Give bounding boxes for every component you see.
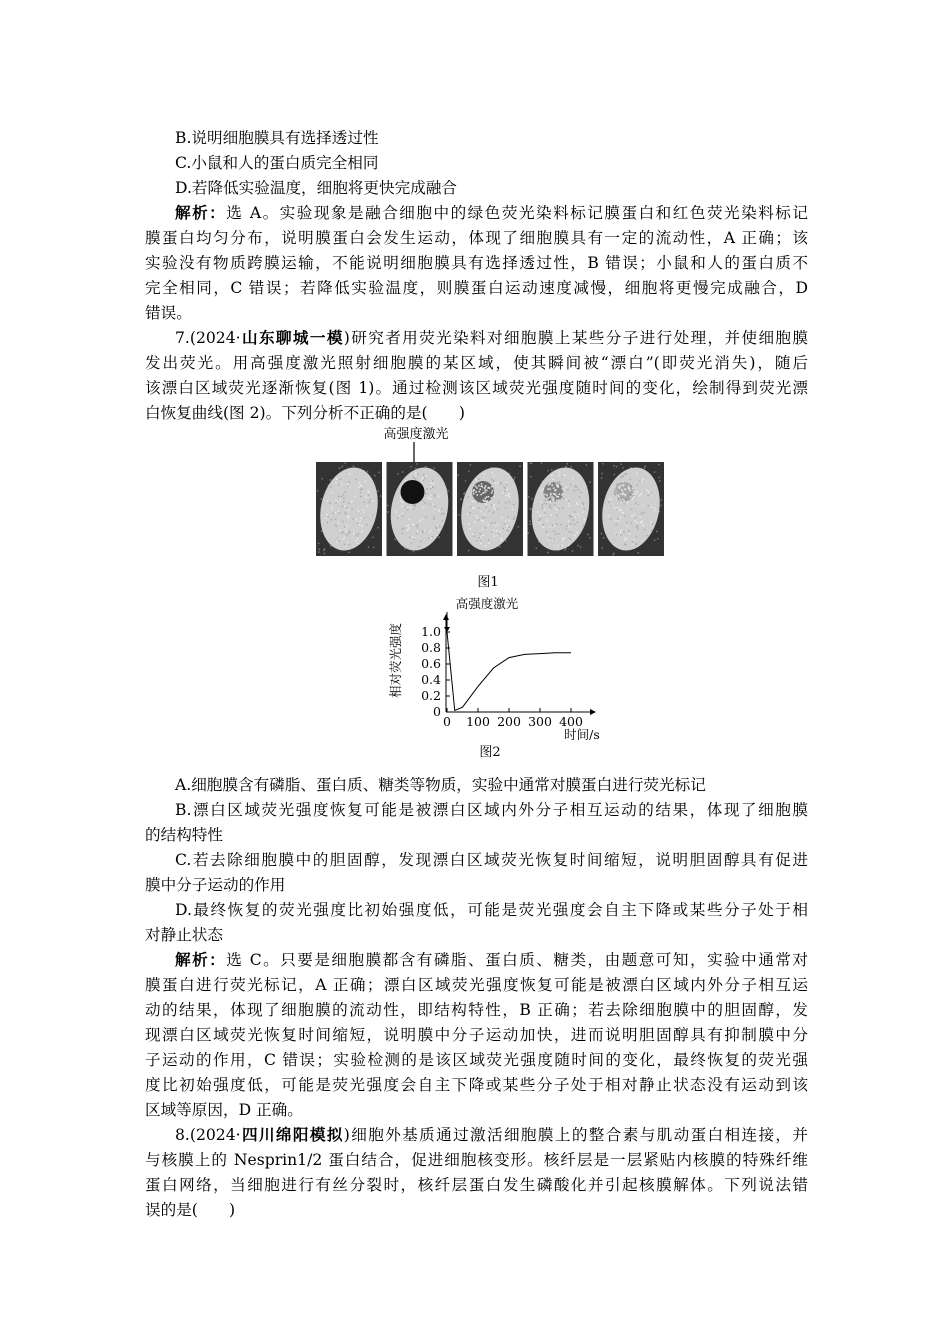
x-tick-label: 200 [497, 714, 521, 729]
text-line [145, 227, 808, 249]
figure-2-chart [380, 594, 600, 764]
y-tick-label: 0.6 [421, 656, 441, 671]
figure-2-caption: 图2 [479, 745, 501, 760]
text-line [175, 849, 808, 871]
line-text: )研究者用荧光染料对细胞膜上某些分子进行处理，并使细胞膜 [343, 329, 808, 347]
line-text: 动的结果，体现了细胞膜的流动性，即结构特性，B 正确；若去除细胞膜中的胆固醇，发 [145, 1001, 808, 1019]
bold-label: 解析： [175, 950, 227, 969]
text-line [145, 1174, 808, 1196]
text-line [145, 1024, 808, 1046]
line-text: D.最终恢复的荧光强度比初始强度低，可能是荧光强度会自主下降或某些分子处于相 [175, 901, 808, 919]
y-axis-arrow [443, 614, 449, 620]
laser-label: 高强度激光 [455, 596, 519, 611]
line-text: 度比初始强度低，可能是荧光强度会自主下降或某些分子处于相对静止状态没有运动到该 [145, 1076, 808, 1094]
y-tick-label: 0 [433, 704, 441, 719]
photo-frame [524, 462, 596, 556]
text-line [145, 1099, 808, 1121]
text-line [145, 924, 808, 946]
text-line [175, 774, 808, 796]
x-tick-label: 0 [443, 714, 451, 729]
text-line [175, 327, 808, 349]
line-text: 与核膜上的 Nesprin1/2 蛋白结合，促进细胞核变形。核纤层是一层紧贴内核膜的特殊纤维 [145, 1151, 808, 1169]
line-text: )细胞外基质通过激活细胞膜上的整合素与肌动蛋白相连接，并 [343, 1126, 808, 1144]
bold-label: 四川绵阳模拟 [240, 1125, 344, 1144]
y-tick-label: 1.0 [421, 624, 441, 639]
text-line [145, 252, 808, 274]
y-axis-label: 相对荧光强度 [388, 622, 403, 698]
text-line [175, 177, 808, 199]
line-text: 发出荧光。用高强度激光照射细胞膜的某区域，使其瞬间被“漂白”(即荧光消失)，随后 [145, 354, 808, 372]
photo-frame [595, 462, 667, 556]
text-line [175, 949, 808, 971]
x-tick-label: 400 [559, 714, 583, 729]
line-text: 膜蛋白进行荧光标记，A 正确；漂白区域荧光强度恢复可能是被漂白区域内外分子相互运 [145, 976, 808, 994]
line-text: B.漂白区域荧光强度恢复可能是被漂白区域内外分子相互运动的结果，体现了细胞膜 [175, 801, 808, 819]
text-line [175, 127, 808, 149]
text-line [145, 824, 808, 846]
y-tick-label: 0.4 [421, 672, 441, 687]
line-text: 选 C。只要是细胞膜都含有磷脂、蛋白质、糖类，由题意可知，实验中通常对 [226, 951, 808, 969]
text-line [145, 402, 808, 424]
text-line [145, 302, 808, 324]
text-line [145, 1199, 808, 1221]
text-line [145, 377, 808, 399]
line-text: 蛋白网络，当细胞进行有丝分裂时，核纤层蛋白发生磷酸化并引起核膜解体。下列说法错 [145, 1176, 808, 1194]
line-text: 的结构特性 [145, 826, 223, 844]
figure-1-arrow-label: 高强度激光 [383, 427, 449, 442]
x-axis-label: 时间/s [564, 727, 600, 742]
line-text: 7.(2024· [175, 329, 241, 347]
line-text: 误的是( ) [145, 1201, 236, 1219]
line-text: 错误。 [145, 304, 192, 322]
line-text: D.若降低实验温度，细胞将更快完成融合 [175, 179, 457, 197]
line-text: 对静止状态 [145, 926, 223, 944]
line-text: 实验没有物质跨膜运输，不能说明细胞膜具有选择透过性，B 错误；小鼠和人的蛋白质不 [145, 254, 808, 272]
x-axis-arrow [590, 709, 596, 715]
line-text: C.若去除细胞膜中的胆固醇，发现漂白区域荧光恢复时间缩短，说明胆固醇具有促进 [175, 851, 808, 869]
bold-label: 解析： [175, 203, 227, 222]
photo-frame [313, 462, 385, 556]
text-line [145, 1074, 808, 1096]
text-line [145, 974, 808, 996]
text-line [145, 999, 808, 1021]
text-line [175, 799, 808, 821]
line-text: 现漂白区域荧光恢复时间缩短，说明膜中分子运动加快，进而说明胆固醇具有抑制膜中分 [145, 1026, 808, 1044]
text-line [145, 352, 808, 374]
x-tick-label: 100 [466, 714, 490, 729]
figure-1 [300, 422, 670, 592]
figure-1-caption: 图1 [477, 575, 499, 590]
x-tick-label: 300 [528, 714, 552, 729]
photo-frame [383, 462, 455, 556]
text-line [175, 1124, 808, 1146]
line-text: 选 A。实验现象是融合细胞中的绿色荧光染料标记膜蛋白和红色荧光染料标记 [226, 204, 808, 222]
line-text: 8.(2024· [175, 1126, 241, 1144]
text-line [145, 277, 808, 299]
photo-frame [454, 462, 526, 556]
line-text: 膜蛋白均匀分布，说明膜蛋白会发生运动，体现了细胞膜具有一定的流动性，A 正确；该 [145, 229, 808, 247]
line-text: 子运动的作用，C 错误；实验检测的是该区域荧光强度随时间的变化，最终恢复的荧光强 [145, 1051, 808, 1069]
text-line [145, 1149, 808, 1171]
text-line [175, 899, 808, 921]
line-text: 该漂白区域荧光逐渐恢复(图 1)。通过检测该区域荧光强度随时间的变化，绘制得到荧光漂 [145, 379, 808, 397]
laser-arrow-head [444, 627, 450, 632]
text-line [145, 874, 808, 896]
line-text: A.细胞膜含有磷脂、蛋白质、糖类等物质，实验中通常对膜蛋白进行荧光标记 [175, 776, 706, 794]
line-text: 白恢复曲线(图 2)。下列分析不正确的是( ) [145, 404, 465, 422]
y-tick-label: 0.8 [421, 640, 441, 655]
line-text: B.说明细胞膜具有选择透过性 [175, 129, 379, 147]
text-line [175, 202, 808, 224]
line-text: C.小鼠和人的蛋白质完全相同 [175, 154, 379, 172]
text-line [145, 1049, 808, 1071]
recovery-curve [447, 632, 571, 710]
bleached-spot [401, 480, 425, 504]
y-tick-label: 0.2 [421, 688, 441, 703]
bold-label: 山东聊城一模 [240, 328, 344, 347]
line-text: 区域等原因，D 正确。 [145, 1101, 303, 1119]
text-line [175, 152, 808, 174]
line-text: 完全相同，C 错误；若降低实验温度，则膜蛋白运动速度减慢，细胞将更慢完成融合，D [145, 279, 808, 297]
line-text: 膜中分子运动的作用 [145, 876, 286, 894]
